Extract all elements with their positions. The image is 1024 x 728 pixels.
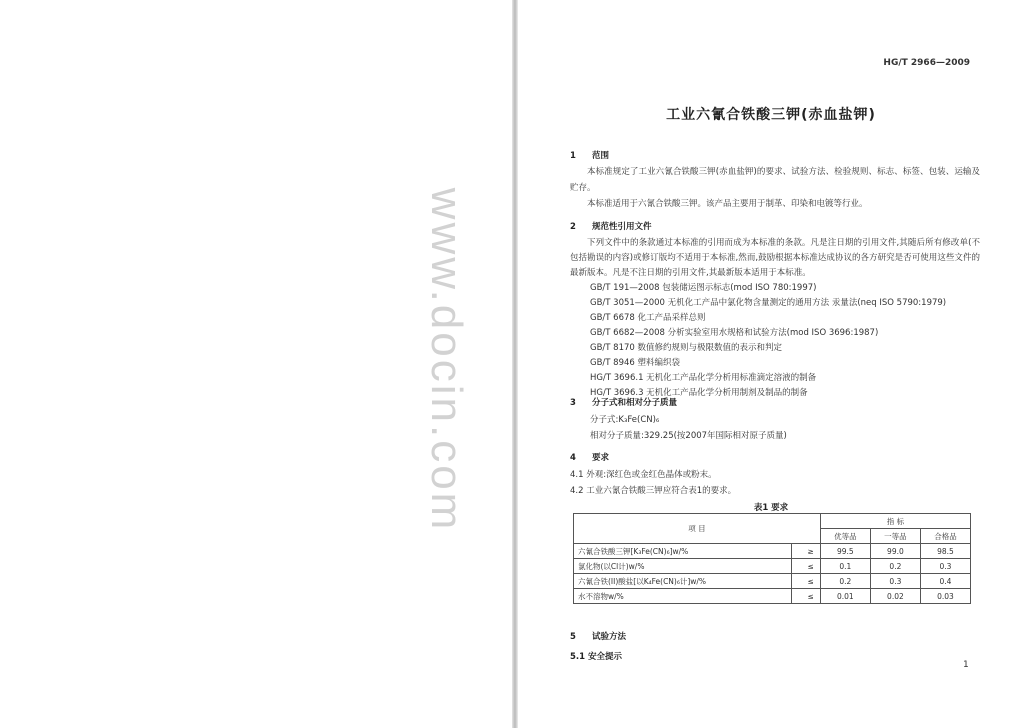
section-title: 规范性引用文件 — [592, 222, 652, 232]
reference-item: GB/T 6678 化工产品采样总则 — [590, 313, 706, 323]
section-number: 4 — [570, 453, 576, 463]
document-title: 工业六氰合铁酸三钾(赤血盐钾) — [666, 107, 876, 123]
section-title: 要求 — [592, 453, 610, 463]
section-4-body — [570, 467, 980, 499]
section-2-heading — [570, 220, 652, 232]
row-value: 0.01 — [820, 589, 870, 604]
row-item: 氯化物(以Cl计)w/% — [574, 559, 792, 574]
row-value: 0.4 — [920, 574, 970, 589]
section-number: 2 — [570, 222, 576, 232]
section-3-body — [570, 412, 980, 444]
row-relation: ≤ — [791, 589, 820, 604]
row-relation: ≥ — [791, 544, 820, 559]
section-2-body — [570, 236, 980, 401]
row-item: 六氰合铁(II)酸盐[以K₄Fe(CN)₆计]w/% — [574, 574, 792, 589]
item-column-header: 项 目 — [574, 514, 821, 544]
reference-item: GB/T 8946 塑料编织袋 — [590, 358, 681, 368]
row-item: 水不溶物w/% — [574, 589, 792, 604]
section-number: 5 — [570, 632, 576, 642]
clause-5-1: 5.1 安全提示 — [570, 652, 623, 662]
section-title: 范围 — [592, 151, 610, 161]
grade-header: 优等品 — [820, 529, 870, 544]
molecular-mass: 相对分子质量:329.25(按2007年国际相对原子质量) — [590, 431, 787, 441]
section-4-heading — [570, 451, 609, 463]
paragraph: 下列文件中的条款通过本标准的引用而成为本标准的条款。凡是注日期的引用文件,其随后所有修改单(不包括勘误的内容)或修订版均不适用于本标准,然而,鼓励根据本标准达成协议的各方研究是否可使用这些文件的最新版本。凡是不注日期的引用文件,其最新版本适用于本标准。 — [570, 238, 980, 278]
paragraph: 本标准适用于六氰合铁酸三钾。该产品主要用于制革、印染和电镀等行业。 — [587, 199, 868, 209]
table-header-row — [574, 514, 971, 529]
section-title: 分子式和相对分子质量 — [592, 398, 678, 408]
section-number: 3 — [570, 398, 576, 408]
section-5-heading — [570, 630, 626, 642]
row-value: 0.03 — [920, 589, 970, 604]
reference-item: GB/T 8170 数值修约规则与极限数值的表示和判定 — [590, 343, 783, 353]
grade-header: 合格品 — [920, 529, 970, 544]
page-number: 1 — [963, 660, 969, 670]
section-1-heading — [570, 149, 609, 161]
standard-code: HG/T 2966—2009 — [883, 58, 970, 68]
reference-item: HG/T 3696.3 无机化工产品化学分析用制剂及制品的制备 — [590, 388, 808, 398]
row-value: 99.0 — [870, 544, 920, 559]
clause-4-1: 4.1 外观:深红色或金红色晶体或粉末。 — [570, 470, 717, 480]
row-value: 0.02 — [870, 589, 920, 604]
table-row — [574, 574, 971, 589]
index-column-header: 指 标 — [820, 514, 970, 529]
reference-item: GB/T 3051—2000 无机化工产品中氯化物含量测定的通用方法 汞量法(neq ISO 5790:1979) — [590, 298, 947, 308]
table-row — [574, 544, 971, 559]
reference-item: HG/T 3696.1 无机化工产品化学分析用标准滴定溶液的制备 — [590, 373, 817, 383]
row-value: 98.5 — [920, 544, 970, 559]
row-value: 99.5 — [820, 544, 870, 559]
row-value: 0.3 — [920, 559, 970, 574]
grade-header: 一等品 — [870, 529, 920, 544]
row-value: 0.1 — [820, 559, 870, 574]
table-row — [574, 589, 971, 604]
table-caption: 表1 要求 — [753, 503, 789, 513]
row-value: 0.2 — [870, 559, 920, 574]
table-row — [574, 559, 971, 574]
paragraph: 本标准规定了工业六氰合铁酸三钾(赤血盐钾)的要求、试验方法、检验规则、标志、标签、包装、运输及贮存。 — [570, 167, 980, 193]
row-item: 六氰合铁酸三钾[K₃Fe(CN)₆]w/% — [574, 544, 792, 559]
watermark-text: www.docin.com — [422, 187, 471, 533]
row-value: 0.2 — [820, 574, 870, 589]
reference-item: GB/T 191—2008 包装储运图示标志(mod ISO 780:1997) — [590, 283, 817, 293]
section-number: 1 — [570, 151, 576, 161]
section-1-body — [570, 164, 980, 212]
right-page — [518, 0, 1024, 728]
row-value: 0.3 — [870, 574, 920, 589]
molecular-formula: 分子式:K₃Fe(CN)₆ — [590, 415, 660, 425]
clause-4-2: 4.2 工业六氰合铁酸三钾应符合表1的要求。 — [570, 486, 737, 496]
requirements-table — [573, 513, 971, 604]
reference-item: GB/T 6682—2008 分析实验室用水规格和试验方法(mod ISO 3696:1987) — [590, 328, 879, 338]
row-relation: ≤ — [791, 559, 820, 574]
section-title: 试验方法 — [592, 632, 627, 642]
section-3-heading — [570, 396, 677, 408]
row-relation: ≤ — [791, 574, 820, 589]
